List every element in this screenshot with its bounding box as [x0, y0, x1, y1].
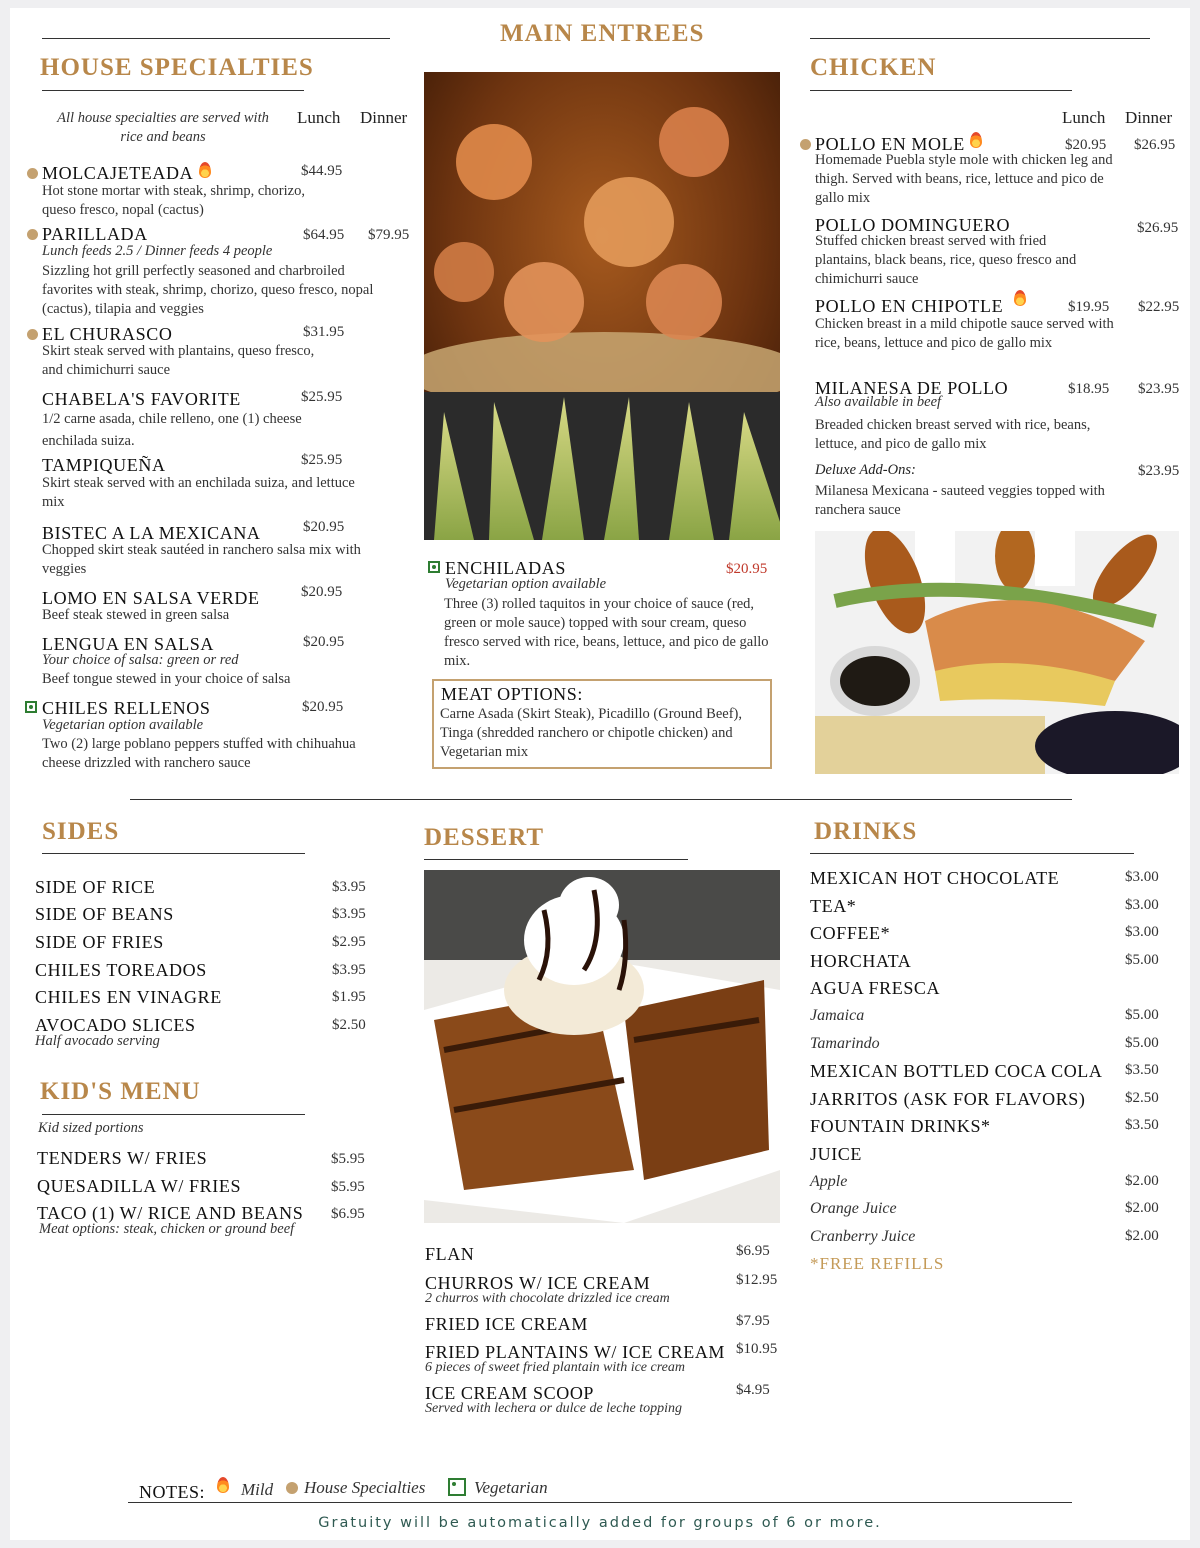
- item-tampiquena-price: $25.95: [301, 452, 343, 468]
- side-item-price: $3.95: [332, 879, 366, 895]
- drink-item-price: $2.00: [1125, 1200, 1159, 1217]
- drink-item-price: $5.00: [1125, 1034, 1159, 1051]
- side-item-name: SIDE OF FRIES: [35, 932, 164, 952]
- dessert-title-rule: [424, 859, 688, 860]
- item-chabelas-price: $25.95: [301, 389, 343, 405]
- item-molcajeteada-price: $44.95: [301, 163, 343, 179]
- item-lengua-sub: Your choice of salsa: green or red: [42, 652, 239, 668]
- item-pollo-en-chipotle-price-lunch: $19.95: [1068, 299, 1110, 315]
- dessert-item-price: $6.95: [736, 1243, 770, 1259]
- milanesa-photo: [815, 531, 1179, 774]
- item-pollo-en-chipotle-desc: Chicken breast in a mild chipotle sauce served with rice, beans, lettuce and pico de gallo mix: [815, 316, 1114, 351]
- legend-house-label: House Specialties: [304, 1478, 426, 1497]
- item-milanesa-price-lunch: $18.95: [1068, 381, 1110, 397]
- side-item-name: AVOCADO SLICES: [35, 1015, 196, 1035]
- house-specialty-dot: [27, 329, 38, 340]
- mild-flame-icon: [217, 1477, 229, 1493]
- item-lomo-desc: Beef steak stewed in green salsa: [42, 607, 230, 623]
- drink-item-price: $3.00: [1125, 896, 1159, 913]
- item-chabelas-name: CHABELA'S FAVORITE: [42, 389, 241, 409]
- item-chiles-rellenos-price: $20.95: [302, 699, 344, 715]
- mild-flame-icon: [199, 162, 211, 178]
- dessert-item-name: FLAN: [425, 1244, 475, 1264]
- drink-item-name: Jamaica: [810, 1007, 865, 1024]
- item-pollo-en-mole-name: POLLO EN MOLE: [815, 134, 965, 154]
- item-pollo-en-mole-price-dinner: $26.95: [1134, 137, 1176, 153]
- drinks-title-rule: [810, 853, 1134, 854]
- item-chiles-rellenos-desc: Two (2) large poblano peppers stuffed with chihuahua cheese drizzled with ranchero sauce: [42, 736, 356, 771]
- item-el-churasco-name: EL CHURASCO: [42, 324, 173, 344]
- sides-title-rule: [42, 853, 305, 854]
- deluxe-addons-desc: Milanesa Mexicana - sauteed veggies topped with ranchera sauce: [815, 483, 1105, 518]
- item-enchiladas-desc: Three (3) rolled taquitos in your choice of sauce (red, green or mole sauce) topped with sour cream, queso fresco served with rice, beans, lettuce, and pico de gallo mix.: [444, 596, 769, 669]
- milanesa-photo-art: [815, 531, 1179, 774]
- kids-item-name: QUESADILLA W/ FRIES: [37, 1176, 242, 1196]
- house-specialties-title: HOUSE SPECIALTIES: [40, 54, 314, 81]
- legend-mild-label: Mild: [241, 1480, 274, 1499]
- chicken-dinner-header: Dinner: [1125, 108, 1173, 127]
- main-entrees-title: MAIN ENTREES: [500, 20, 705, 47]
- side-item-price: $2.50: [332, 1017, 366, 1033]
- mild-flame-icon: [1014, 290, 1026, 306]
- dessert-item-name: CHURROS W/ ICE CREAM: [425, 1273, 651, 1293]
- menu-page: [10, 8, 1190, 1540]
- item-lomo-name: LOMO EN SALSA VERDE: [42, 588, 260, 608]
- kids-item-price: $6.95: [331, 1206, 365, 1222]
- item-pollo-dominguero-desc: Stuffed chicken breast served with fried plantains, black beans, rice, queso fresco and chimichurri sauce: [815, 233, 1077, 287]
- molcajete-photo-art: [424, 72, 780, 540]
- item-el-churasco-desc: Skirt steak served with plantains, queso fresco, and chimichurri sauce: [42, 343, 315, 378]
- item-milanesa-price-dinner: $23.95: [1138, 381, 1180, 397]
- item-molcajeteada-desc: Hot stone mortar with steak, shrimp, chorizo, queso fresco, nopal (cactus): [42, 183, 305, 218]
- dessert-item-price: $7.95: [736, 1313, 770, 1329]
- dessert-item-name: ICE CREAM SCOOP: [425, 1383, 595, 1403]
- house-lunch-header: Lunch: [297, 108, 341, 127]
- side-item-price: $1.95: [332, 989, 366, 1005]
- side-item-price: $2.95: [332, 934, 366, 950]
- free-refills-note: *FREE REFILLS: [810, 1254, 945, 1273]
- notes-rule: [128, 1502, 1072, 1503]
- dessert-item-name: FRIED PLANTAINS W/ ICE CREAM: [425, 1342, 726, 1362]
- dessert-photo-art: [424, 870, 780, 1223]
- drink-item-name: HORCHATA: [810, 950, 912, 971]
- drink-item-name: Cranberry Juice: [810, 1227, 916, 1245]
- item-pollo-en-chipotle-price-dinner: $22.95: [1138, 299, 1180, 315]
- house-dinner-header: Dinner: [360, 108, 408, 127]
- item-enchiladas-price: $20.95: [726, 561, 768, 577]
- middle-divider: [130, 799, 1072, 800]
- item-tampiquena-desc: Skirt steak served with an enchilada suiza, and lettuce mix: [42, 475, 355, 510]
- legend-vegetarian-label: Vegetarian: [474, 1478, 548, 1497]
- drink-item-price: $3.00: [1125, 869, 1159, 885]
- drink-item-price: $2.50: [1125, 1089, 1159, 1106]
- dessert-item-sub: 6 pieces of sweet fried plantain with ice cream: [425, 1360, 685, 1375]
- item-bistec-price: $20.95: [303, 519, 345, 535]
- meat-options-title: MEAT OPTIONS:: [441, 684, 583, 704]
- top-rule-right: [810, 38, 1150, 39]
- item-pollo-en-mole-desc: Homemade Puebla style mole with chicken leg and thigh. Served with beans, rice, lettuce and pico de gallo mix: [815, 152, 1113, 206]
- drink-item-name: JUICE: [810, 1144, 862, 1164]
- item-milanesa-desc: Breaded chicken breast served with rice, beans, lettuce, and pico de gallo mix: [815, 417, 1091, 452]
- dessert-item-price: $10.95: [736, 1341, 778, 1357]
- dessert-item-name: FRIED ICE CREAM: [425, 1314, 589, 1334]
- item-enchiladas-sub: Vegetarian option available: [445, 576, 607, 592]
- item-milanesa-name: MILANESA DE POLLO: [815, 378, 1009, 398]
- notes-label: NOTES:: [139, 1482, 205, 1502]
- dessert-item-sub: Served with lechera or dulce de leche topping: [425, 1401, 682, 1416]
- item-parillada-sub: Lunch feeds 2.5 / Dinner feeds 4 people: [42, 243, 273, 259]
- item-pollo-en-chipotle-name: POLLO EN CHIPOTLE: [815, 296, 1004, 316]
- meat-options-text: Carne Asada (Skirt Steak), Picadillo (Ground Beef), Tinga (shredded ranchero or chipotle chicken) and Vegetarian mix: [440, 706, 743, 760]
- side-item-name: CHILES TOREADOS: [35, 960, 207, 980]
- item-chiles-rellenos-name: CHILES RELLENOS: [42, 698, 211, 718]
- drink-item-price: $3.00: [1125, 924, 1159, 941]
- drink-item-name: AGUA FRESCA: [810, 978, 941, 999]
- mild-flame-icon: [970, 132, 982, 148]
- item-lomo-price: $20.95: [301, 584, 343, 600]
- item-lengua-name: LENGUA EN SALSA: [42, 634, 215, 654]
- item-milanesa-sub: Also available in beef: [815, 394, 942, 410]
- deluxe-addons-title: Deluxe Add-Ons:: [815, 462, 916, 478]
- vegetarian-icon: [25, 701, 37, 713]
- kids-item-price: $5.95: [331, 1179, 365, 1195]
- item-bistec-desc: Chopped skirt steak sautéed in ranchero salsa mix with veggies: [42, 542, 361, 577]
- kids-item-price: $5.95: [331, 1151, 365, 1167]
- drinks-title: DRINKS: [814, 818, 918, 845]
- drink-item-price: $3.50: [1125, 1117, 1159, 1134]
- chicken-lunch-header: Lunch: [1062, 108, 1106, 127]
- chicken-title-rule: [810, 90, 1072, 91]
- vegetarian-icon: [428, 561, 440, 573]
- kids-menu-title: KID'S MENU: [40, 1078, 201, 1105]
- dessert-photo: [424, 870, 780, 1223]
- item-chabelas-desc: 1/2 carne asada, chile relleno, one (1) cheese enchilada suiza.: [42, 411, 302, 449]
- item-parillada-price-dinner: $79.95: [368, 227, 410, 243]
- kids-item-name: TACO (1) W/ RICE AND BEANS: [37, 1203, 304, 1223]
- dessert-item-price: $12.95: [736, 1272, 778, 1288]
- item-parillada-price-lunch: $64.95: [303, 227, 345, 243]
- drink-item-price: $5.00: [1125, 951, 1159, 968]
- house-title-rule: [42, 90, 304, 91]
- drink-item-name: COFFEE*: [810, 923, 891, 944]
- top-rule-left: [42, 38, 390, 39]
- drink-item-price: $3.50: [1125, 1062, 1159, 1079]
- molcajete-photo: [424, 72, 780, 540]
- dessert-title: DESSERT: [424, 824, 545, 851]
- drink-item-name: MEXICAN HOT CHOCOLATE: [810, 868, 1060, 888]
- side-item-price: $3.95: [332, 906, 366, 922]
- item-bistec-name: BISTEC A LA MEXICANA: [42, 523, 261, 543]
- drink-item-name: Apple: [810, 1172, 848, 1190]
- dessert-item-price: $4.95: [736, 1382, 770, 1398]
- house-specialty-dot: [27, 168, 38, 179]
- house-note: All house specialties are served with rice and beans: [57, 110, 269, 145]
- side-item-price: $3.95: [332, 962, 366, 978]
- item-enchiladas-name: ENCHILADAS: [445, 558, 566, 578]
- house-specialty-dot: [27, 229, 38, 240]
- drink-item-name: JARRITOS (ASK FOR FLAVORS): [810, 1088, 1086, 1109]
- chicken-title: CHICKEN: [810, 54, 937, 81]
- drink-item-price: $2.00: [1125, 1227, 1159, 1244]
- drink-item-name: Tamarindo: [810, 1034, 880, 1052]
- drink-item-price: $2.00: [1125, 1172, 1159, 1189]
- side-item-name: CHILES EN VINAGRE: [35, 987, 222, 1007]
- item-lengua-price: $20.95: [303, 634, 345, 650]
- item-molcajeteada-name: MOLCAJETEADA: [42, 163, 194, 183]
- drink-item-name: MEXICAN BOTTLED COCA COLA: [810, 1061, 1103, 1082]
- item-parillada-desc: Sizzling hot grill perfectly seasoned and charbroiled favorites with steak, shrimp, chorizo, queso fresco, nopal (cactus), tilapia and veggies: [42, 263, 374, 317]
- deluxe-addons-price: $23.95: [1138, 463, 1180, 479]
- item-pollo-dominguero-price-dinner: $26.95: [1137, 220, 1179, 236]
- house-specialty-dot: [800, 139, 811, 150]
- sides-title: SIDES: [42, 818, 120, 845]
- drink-item-price: $5.00: [1125, 1007, 1159, 1023]
- kids-title-rule: [42, 1114, 305, 1115]
- item-pollo-dominguero-name: POLLO DOMINGUERO: [815, 215, 1011, 235]
- item-tampiquena-name: TAMPIQUEÑA: [42, 455, 166, 475]
- item-pollo-en-mole-price-lunch: $20.95: [1065, 137, 1107, 153]
- drink-item-name: TEA*: [810, 895, 857, 916]
- house-specialty-dot: [286, 1482, 298, 1494]
- vegetarian-icon: [448, 1478, 466, 1496]
- side-item-name: SIDE OF RICE: [35, 877, 156, 897]
- dessert-item-sub: 2 churros with chocolate drizzled ice cream: [425, 1291, 670, 1306]
- item-parillada-name: PARILLADA: [42, 224, 148, 244]
- item-chiles-rellenos-sub: Vegetarian option available: [42, 717, 204, 733]
- side-item-sub: Half avocado serving: [35, 1033, 160, 1049]
- kids-note: Kid sized portions: [38, 1120, 144, 1136]
- gratuity-note: Gratuity will be automatically added for groups of 6 or more.: [318, 1515, 882, 1531]
- item-lengua-desc: Beef tongue stewed in your choice of salsa: [42, 671, 291, 687]
- side-item-name: SIDE OF BEANS: [35, 904, 174, 924]
- item-el-churasco-price: $31.95: [303, 324, 345, 340]
- kids-item-sub: Meat options: steak, chicken or ground beef: [39, 1221, 295, 1237]
- drink-item-name: Orange Juice: [810, 1200, 897, 1218]
- drink-item-name: FOUNTAIN DRINKS*: [810, 1116, 991, 1137]
- kids-item-name: TENDERS W/ FRIES: [37, 1148, 208, 1168]
